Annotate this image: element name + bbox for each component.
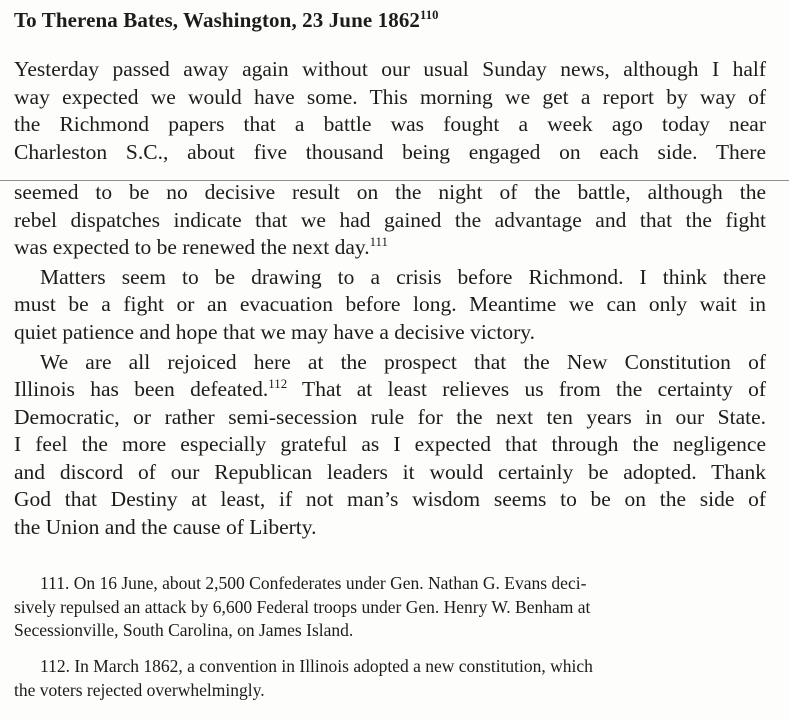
paragraph-1-continued — [14, 179, 766, 262]
text-line: Charleston S.C., about five thousand being engaged on each side. There — [14, 139, 766, 164]
text-line: the Union and the cause of Liberty. — [14, 514, 317, 539]
text-line-content: was expected to be renewed the next day. — [14, 235, 370, 259]
footnote-line: sively repulsed an attack by 6,600 Federal troops under Gen. Henry W. Benham at — [14, 596, 591, 617]
text-line: Democratic, or rather semi-secession rule for the next ten years in our State. — [14, 404, 766, 429]
footnote-line: the voters rejected overwhelmingly. — [14, 679, 265, 700]
text-line: the Richmond papers that a battle was fought a week ago today near — [14, 112, 766, 136]
text-line: way expected we would have some. This morning we get a report by way of — [14, 84, 766, 109]
heading-text: To Therena Bates, Washington, 23 June 1862 — [14, 8, 421, 32]
text-line: quiet patience and hope that we may have a decisive victory. — [14, 319, 535, 344]
footnote-line: 112. In March 1862, a convention in Illinois adopted a new constitution, which — [40, 656, 593, 676]
paragraph-1 — [14, 56, 766, 166]
text-line-content: Illinois has been defeated. — [14, 377, 269, 401]
text-line: and discord of our Republican leaders it would certainly be adopted. Thank — [14, 459, 766, 484]
text-line: Matters seem to be drawing to a crisis before Richmond. I think there — [40, 265, 766, 289]
paragraph-2-body — [14, 291, 766, 346]
text-line-content: That at least relieves us from the certainty of — [287, 377, 766, 401]
text-line: We are all rejoiced here at the prospect that the New Constitution of — [40, 350, 766, 374]
letter-heading — [14, 8, 439, 33]
footnote-111 — [14, 572, 774, 643]
paragraph-3 — [40, 349, 766, 377]
paragraph-2 — [40, 264, 766, 292]
footnote-line: 111. On 16 June, about 2,500 Confederates under Gen. Nathan G. Evans deci- — [40, 573, 587, 593]
text-line: rebel dispatches indicate that we had gained the advantage and that the fight — [14, 207, 766, 232]
text-line: I feel the more especially grateful as I expected that through the negligence — [14, 432, 766, 456]
text-line: must be a fight or an evacuation before long. Meantime we can only wait in — [14, 292, 766, 316]
footnote-ref-111: 111 — [369, 234, 388, 249]
footnote-112 — [14, 655, 774, 702]
text-line: God that Destiny at least, if not man’s wisdom seems to be on the side of — [14, 487, 766, 511]
footnote-line: Secessionville, South Carolina, on James Island. — [14, 620, 354, 640]
paragraph-3-body — [14, 376, 766, 541]
heading-footnote-ref: 110 — [420, 8, 439, 22]
text-line: seemed to be no decisive result on the night of the battle, although the — [14, 180, 766, 204]
footnote-ref-112: 112 — [268, 376, 288, 391]
text-line: Yesterday passed away again without our usual Sunday news, although I half — [14, 57, 766, 81]
text-line — [14, 234, 766, 262]
text-line — [14, 376, 766, 404]
